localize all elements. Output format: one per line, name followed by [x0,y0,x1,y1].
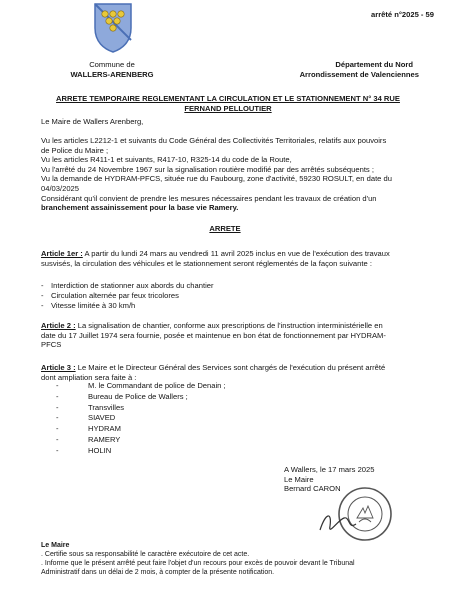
article-3 [41,363,421,382]
recipient-item: - SIAVED [56,413,116,423]
signature-name: Bernard CARON [284,484,341,494]
recipient-item: - Transvilles [56,402,125,412]
list-item: - Interdiction de stationner aux abords du chantier [41,281,341,291]
article-1-label: Article 1er : [41,249,83,258]
consideration-line: de Police du Maire ; [41,145,109,155]
handwritten-signature [318,508,358,538]
footer [41,541,431,577]
department: Département du Nord [335,60,413,69]
title-line-1: ARRETE TEMPORAIRE REGLEMENTANT LA CIRCULATION ET LE STATIONNEMENT N° 34 RUE [56,94,400,103]
footer-line: . Informe que le présent arrêté peut faire l'objet d'un recours pour excès de pouvoir devant le Tribunal [41,560,355,567]
article-2-line1: La signalisation de chantier, conforme aux prescriptions de l'instruction interministérielle en [77,321,383,330]
footer-title: Le Maire [41,542,70,549]
consideration-line: Vu les articles R411-1 et suivants, R417-10, R325-14 du code de la Route, [41,155,292,165]
coat-of-arms-logo [92,2,134,54]
recipient-item: - RAMERY [56,434,121,444]
article-1-list [41,281,341,312]
considerant-line: Considérant qu'il convient de prendre les mesures nécessaires pendant les travaux de création d'un [41,193,377,203]
commune-name: WALLERS-ARENBERG [70,70,154,79]
footer-line: Administratif dans un délai de 2 mois, à compter de la présente notification. [41,569,275,576]
consideration-line: Vu les articles L2212-1 et suivants du Code Général des Collectivités Territoriales, relatifs aux pouvoirs [41,136,387,145]
article-2 [41,321,421,350]
article-1-line1: A partir du lundi 24 mars au vendredi 11 avril 2025 inclus en vue de l'exécution des travaux [84,249,390,258]
recipient-item: - M. le Commandant de police de Denain ; [56,381,226,390]
article-3-line1: Le Maire et le Directeur Général des Services sont chargés de l'exécution du présent arrêté [77,363,386,372]
arrondissement: Arrondissement de Valenciennes [299,70,419,79]
consideration-line: Vu la demande de HYDRAM-PFCS, située rue du Faubourg, zone d'activité, 59230 ROSULT, en date du [41,174,392,184]
article-2-line2: date du 17 Juillet 1974 sera fournie, posée et maintenue en bon état de fonctionnement par HYDRAM- [41,330,386,340]
article-1-line2: susvisés, la circulation des véhicules et le stationnement seront réglementés de la façon suivante : [41,258,372,268]
commune-label: Commune de [89,60,135,69]
document-title [40,94,416,113]
recipient-item: - HOLIN [56,445,112,455]
article-1 [41,249,421,268]
title-line-2: FERNAND PELLOUTIER [184,103,272,113]
signature-role: Le Maire [284,474,314,484]
arrete-heading: ARRETE [209,224,241,233]
list-item: - Circulation alternée par feux tricolores [41,291,341,301]
consideration-line: 04/03/2025 [41,183,80,193]
list-item: - Vitesse limitée à 30 km/h [41,301,341,311]
article-2-label: Article 2 : [41,321,76,330]
arrete-number: arrêté n°2025 - 59 [371,10,434,19]
intro: Le Maire de Wallers Arenberg, [41,117,144,126]
article-3-line2: dont ampliation sera faite à : [41,372,137,382]
footer-line: . Certifie sous sa responsabilité le caractère exécutoire de cet acte. [41,551,250,558]
recipients-list [56,381,316,461]
recipient-item: - Bureau de Police de Wallers ; [56,391,188,401]
article-2-line3: PFCS [41,340,62,350]
considerant-line-bold: branchement assainissement pour la base vie Ramery. [41,203,239,213]
recipient-item: - HYDRAM [56,424,121,434]
considerations [41,136,421,213]
article-3-label: Article 3 : [41,363,76,372]
consideration-line: Vu l'arrêté du 24 Novembre 1967 sur la signalisation routière modifié par des arrêtés subséquents ; [41,164,374,174]
place-date: A Wallers, le 17 mars 2025 [284,465,375,474]
